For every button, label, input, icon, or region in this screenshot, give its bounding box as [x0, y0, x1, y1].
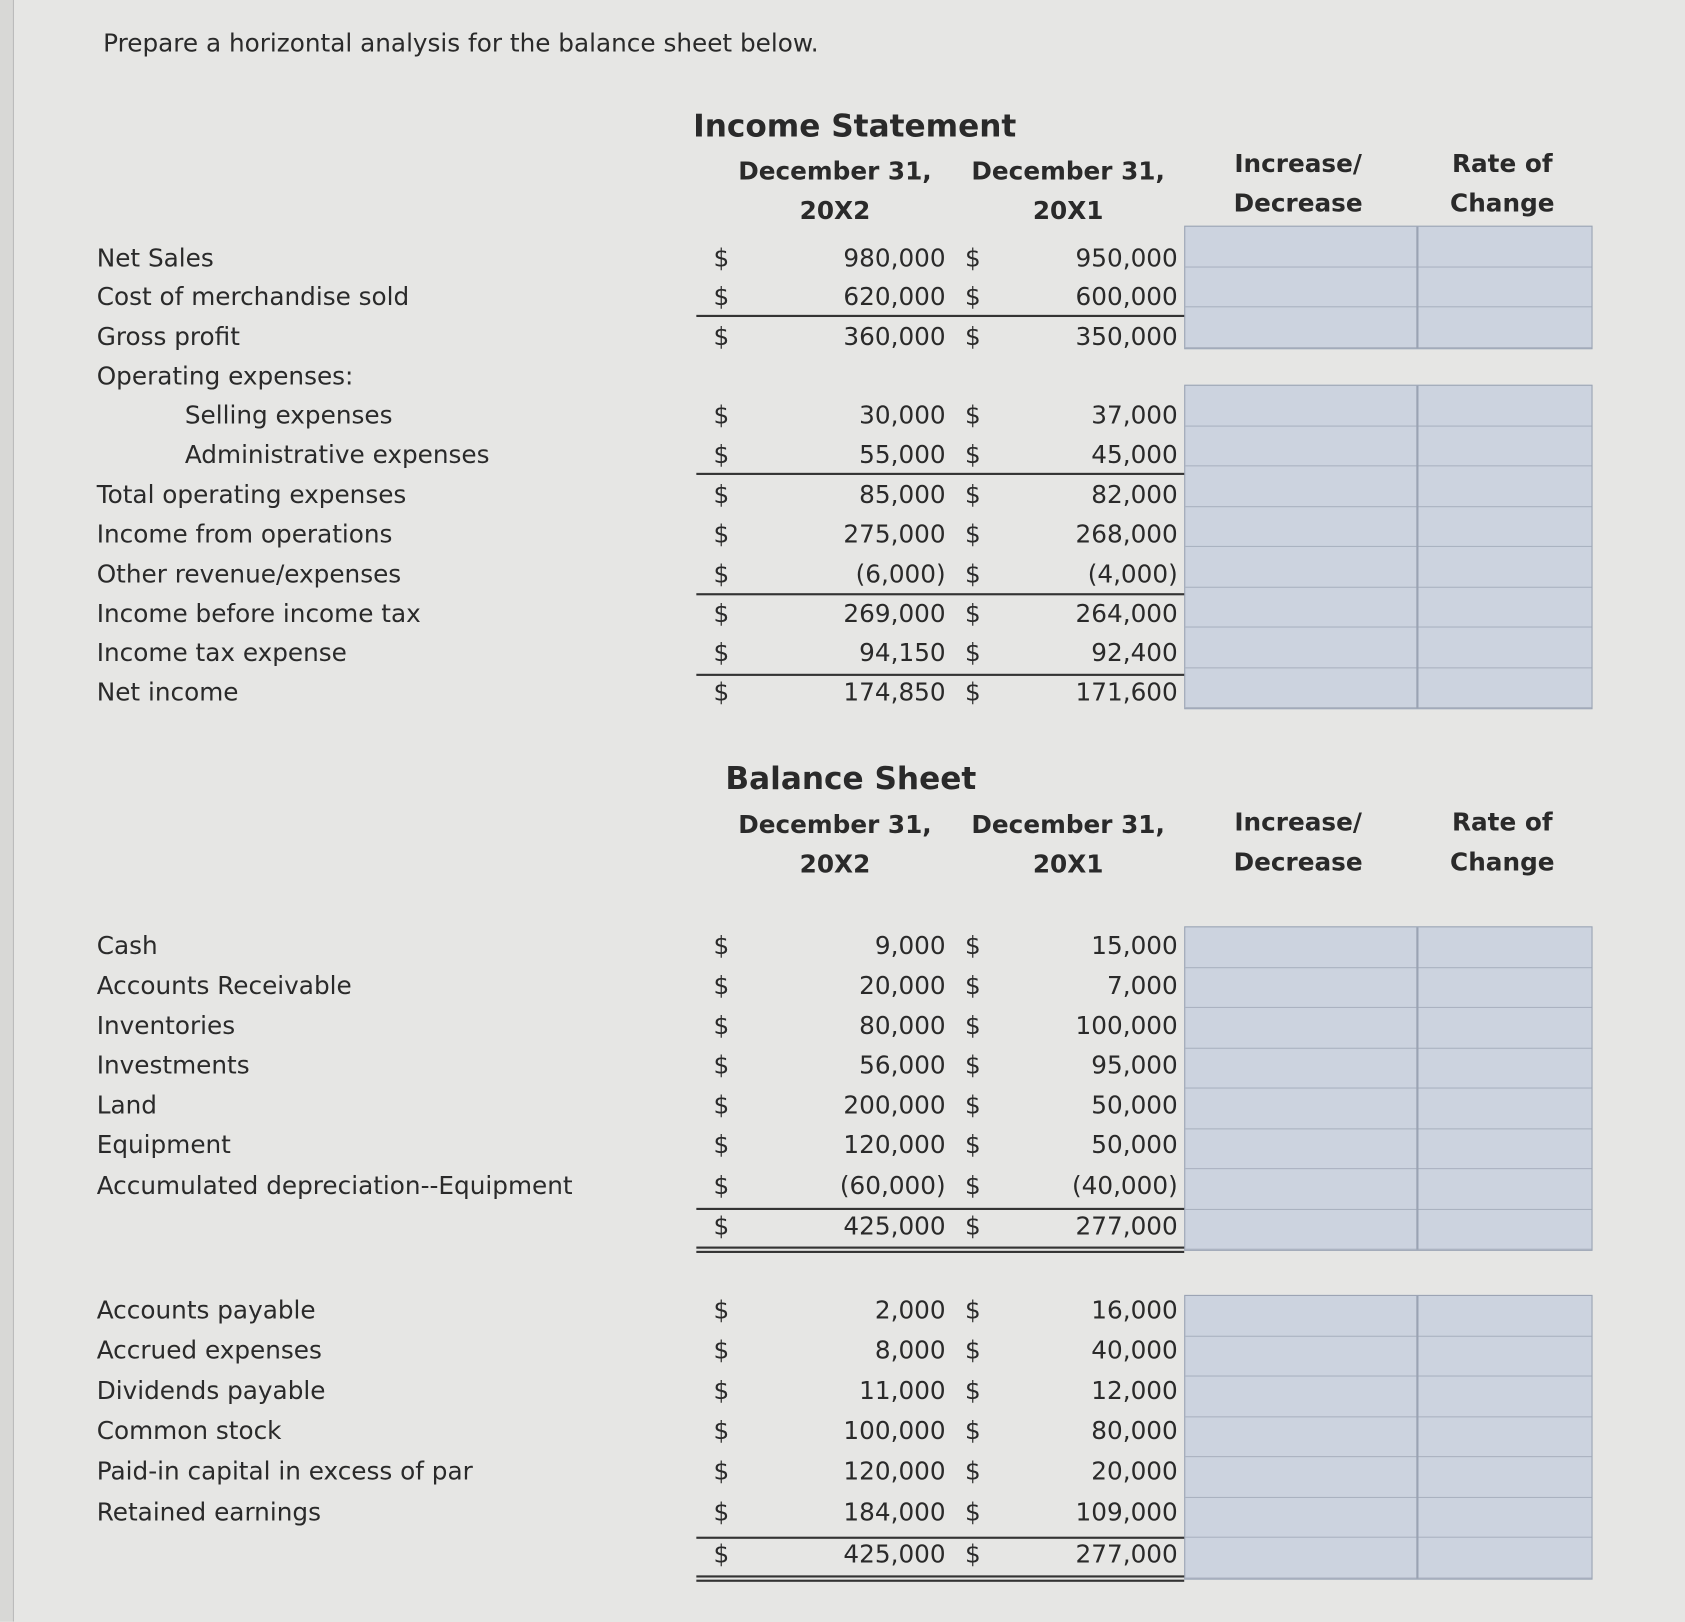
currency-symbol: $ [713, 1336, 730, 1365]
rate-of-change-cell[interactable] [1417, 1377, 1591, 1417]
rate-of-change-cell[interactable] [1417, 426, 1591, 466]
currency-symbol: $ [713, 245, 730, 273]
value-20x2: 425,000 [843, 1213, 946, 1242]
underline [696, 1208, 1184, 1210]
row-label: Equipment [96, 1131, 231, 1160]
rate-of-change-cell[interactable] [1417, 927, 1591, 967]
value-20x1: 277,000 [1075, 1213, 1178, 1242]
value-20x2: 269,000 [843, 600, 946, 629]
balance_sheet-header-col2: December 31, [971, 811, 1165, 840]
balance_sheet-header-col1: December 31, [738, 811, 932, 840]
currency-symbol: $ [964, 1499, 981, 1528]
row-label: Land [96, 1091, 157, 1120]
value-20x1: 50,000 [1091, 1131, 1178, 1160]
value-20x2: 94,150 [859, 639, 946, 668]
value-20x2: 980,000 [843, 245, 946, 273]
underline [696, 593, 1184, 595]
currency-symbol: $ [713, 1052, 730, 1080]
currency-symbol: $ [713, 481, 730, 510]
value-20x1: 600,000 [1075, 283, 1178, 312]
rate-of-change-cell[interactable] [1417, 1336, 1591, 1376]
row-label: Other revenue/expenses [96, 560, 402, 589]
value-20x2: 20,000 [859, 972, 946, 1001]
currency-symbol: $ [713, 1213, 730, 1242]
increase-decrease-cell[interactable] [1185, 1497, 1417, 1537]
value-20x2: 360,000 [843, 323, 946, 352]
row-label: Operating expenses: [96, 363, 354, 392]
currency-symbol: $ [964, 1540, 981, 1569]
currency-symbol: $ [964, 639, 981, 668]
currency-symbol: $ [964, 560, 981, 589]
value-20x2: 9,000 [874, 932, 946, 961]
balance_sheet-header-col4: Rate of [1451, 809, 1553, 838]
currency-symbol: $ [964, 245, 981, 273]
rate-of-change-cell[interactable] [1417, 1048, 1591, 1088]
value-20x2: 80,000 [859, 1012, 946, 1041]
increase-decrease-cell[interactable] [1185, 668, 1417, 708]
row-label: Common stock [96, 1417, 282, 1446]
currency-symbol: $ [964, 1458, 981, 1487]
currency-symbol: $ [713, 932, 730, 961]
currency-symbol: $ [964, 521, 981, 550]
rate-of-change-cell[interactable] [1417, 227, 1591, 267]
value-20x1: 92,400 [1091, 639, 1178, 668]
double-underline [696, 1247, 1184, 1253]
currency-symbol: $ [964, 1091, 981, 1120]
value-20x2: (6,000) [855, 560, 946, 589]
row-label: Administrative expenses [184, 441, 490, 470]
row-label: Gross profit [96, 323, 240, 352]
row-label: Paid-in capital in excess of par [96, 1458, 473, 1487]
value-20x1: 80,000 [1091, 1417, 1178, 1446]
currency-symbol: $ [713, 1297, 730, 1325]
currency-symbol: $ [713, 639, 730, 668]
currency-symbol: $ [964, 1417, 981, 1446]
value-20x1: (4,000) [1087, 560, 1178, 589]
value-20x1: 16,000 [1091, 1297, 1178, 1325]
value-20x1: 100,000 [1075, 1012, 1178, 1041]
value-20x2: 120,000 [843, 1131, 946, 1160]
currency-symbol: $ [964, 441, 981, 470]
currency-symbol: $ [713, 283, 730, 312]
row-label: Income tax expense [96, 639, 347, 668]
income_statement-title: Income Statement [693, 107, 1017, 144]
value-20x1: 40,000 [1091, 1336, 1178, 1365]
increase-decrease-cell[interactable] [1185, 1538, 1417, 1578]
row-label: Accumulated depreciation--Equipment [96, 1172, 573, 1201]
increase-decrease-cell[interactable] [1185, 1048, 1417, 1088]
balance_sheet-header-col1-line2: 20X2 [799, 851, 871, 880]
increase-decrease-cell[interactable] [1185, 386, 1417, 426]
row-label: Net income [96, 679, 239, 708]
value-20x1: 50,000 [1091, 1091, 1178, 1120]
balance_sheet-title: Balance Sheet [725, 759, 977, 797]
instruction-text: Prepare a horizontal analysis for the balance sheet below. [103, 30, 819, 59]
rate-of-change-cell[interactable] [1417, 628, 1591, 668]
rate-of-change-cell[interactable] [1417, 1417, 1591, 1457]
value-20x1: 109,000 [1075, 1499, 1178, 1528]
row-label: Cost of merchandise sold [96, 283, 410, 312]
currency-symbol: $ [713, 972, 730, 1001]
balance_sheet-header-col3-line2: Decrease [1233, 848, 1363, 877]
increase-decrease-cell[interactable] [1185, 1089, 1417, 1129]
rate-of-change-cell[interactable] [1417, 1497, 1591, 1537]
value-20x2: 120,000 [843, 1458, 946, 1487]
increase-decrease-cell[interactable] [1185, 1169, 1417, 1209]
increase-decrease-cell[interactable] [1185, 1457, 1417, 1497]
currency-symbol: $ [964, 1213, 981, 1242]
column-divider [1416, 927, 1418, 1249]
column-divider [1416, 227, 1418, 348]
currency-symbol: $ [713, 323, 730, 352]
increase-decrease-cell[interactable] [1185, 1209, 1417, 1249]
currency-symbol: $ [964, 932, 981, 961]
currency-symbol: $ [964, 1172, 981, 1201]
row-label: Accounts Receivable [96, 972, 352, 1001]
increase-decrease-cell[interactable] [1185, 1377, 1417, 1417]
increase-decrease-cell[interactable] [1185, 628, 1417, 668]
rate-of-change-cell[interactable] [1417, 1296, 1591, 1336]
value-20x1: 45,000 [1091, 441, 1178, 470]
currency-symbol: $ [713, 1377, 730, 1406]
column-divider [1416, 386, 1418, 708]
row-label: Income from operations [96, 521, 393, 550]
currency-symbol: $ [964, 1336, 981, 1365]
currency-symbol: $ [713, 1458, 730, 1487]
rate-of-change-cell[interactable] [1417, 547, 1591, 587]
value-20x1: 171,600 [1075, 679, 1178, 708]
currency-symbol: $ [713, 401, 730, 430]
increase-decrease-cell[interactable] [1185, 1296, 1417, 1336]
increase-decrease-cell[interactable] [1185, 1417, 1417, 1457]
value-20x2: 200,000 [843, 1091, 946, 1120]
value-20x1: 950,000 [1075, 245, 1178, 273]
income_statement-header-col2: December 31, [971, 157, 1165, 186]
currency-symbol: $ [713, 1540, 730, 1569]
value-20x1: 7,000 [1106, 972, 1178, 1001]
rate-of-change-cell[interactable] [1417, 1089, 1591, 1129]
row-label: Income before income tax [96, 600, 421, 629]
balance_sheet-header-col4-line2: Change [1450, 848, 1555, 877]
value-20x2: 425,000 [843, 1540, 946, 1569]
income_statement-header-col1-line2: 20X2 [799, 197, 871, 226]
increase-decrease-cell[interactable] [1185, 927, 1417, 967]
currency-symbol: $ [964, 323, 981, 352]
rate-of-change-cell[interactable] [1417, 1008, 1591, 1048]
rate-of-change-cell[interactable] [1417, 507, 1591, 547]
currency-symbol: $ [713, 441, 730, 470]
row-label: Retained earnings [96, 1499, 321, 1528]
value-20x2: 56,000 [859, 1052, 946, 1080]
row-label: Accounts payable [96, 1297, 316, 1325]
currency-symbol: $ [713, 1012, 730, 1041]
increase-decrease-cell[interactable] [1185, 426, 1417, 466]
value-20x2: 85,000 [859, 481, 946, 510]
answer-box [1184, 1295, 1592, 1579]
value-20x2: 620,000 [843, 283, 946, 312]
rate-of-change-cell[interactable] [1417, 1538, 1591, 1578]
currency-symbol: $ [713, 1417, 730, 1446]
value-20x1: 82,000 [1091, 481, 1178, 510]
increase-decrease-cell[interactable] [1185, 466, 1417, 506]
increase-decrease-cell[interactable] [1185, 968, 1417, 1008]
value-20x1: 268,000 [1075, 521, 1178, 550]
currency-symbol: $ [713, 521, 730, 550]
increase-decrease-cell[interactable] [1185, 1336, 1417, 1376]
currency-symbol: $ [964, 679, 981, 708]
income_statement-header-col1: December 31, [738, 157, 932, 186]
value-20x2: 30,000 [859, 401, 946, 430]
currency-symbol: $ [964, 972, 981, 1001]
income_statement-header-col4: Rate of [1451, 150, 1553, 179]
balance_sheet-header-col3: Increase/ [1234, 809, 1362, 838]
answer-box [1184, 226, 1592, 349]
increase-decrease-cell[interactable] [1185, 307, 1417, 347]
value-20x2: 8,000 [874, 1336, 946, 1365]
currency-symbol: $ [964, 481, 981, 510]
increase-decrease-cell[interactable] [1185, 507, 1417, 547]
currency-symbol: $ [713, 1499, 730, 1528]
currency-symbol: $ [964, 283, 981, 312]
row-label: Selling expenses [184, 401, 393, 430]
value-20x1: 95,000 [1091, 1052, 1178, 1080]
currency-symbol: $ [713, 1131, 730, 1160]
rate-of-change-cell[interactable] [1417, 968, 1591, 1008]
income_statement-header-col3-line2: Decrease [1233, 190, 1363, 219]
currency-symbol: $ [713, 679, 730, 708]
increase-decrease-cell[interactable] [1185, 1129, 1417, 1169]
value-20x2: 2,000 [874, 1297, 946, 1325]
income_statement-header-col3: Increase/ [1234, 150, 1362, 179]
value-20x1: 277,000 [1075, 1540, 1178, 1569]
value-20x2: 174,850 [843, 679, 946, 708]
underline [696, 1537, 1184, 1539]
row-label: Total operating expenses [96, 481, 407, 510]
row-label: Accrued expenses [96, 1336, 322, 1365]
currency-symbol: $ [964, 1297, 981, 1325]
column-divider [1416, 1296, 1418, 1578]
increase-decrease-cell[interactable] [1185, 587, 1417, 627]
income_statement-header-col2-line2: 20X1 [1032, 197, 1104, 226]
row-label: Net Sales [96, 245, 214, 273]
currency-symbol: $ [964, 1377, 981, 1406]
value-20x2: 184,000 [843, 1499, 946, 1528]
currency-symbol: $ [713, 1172, 730, 1201]
currency-symbol: $ [713, 1091, 730, 1120]
currency-symbol: $ [964, 1131, 981, 1160]
currency-symbol: $ [713, 600, 730, 629]
rate-of-change-cell[interactable] [1417, 587, 1591, 627]
double-underline [696, 1575, 1184, 1581]
underline [696, 674, 1184, 676]
value-20x2: 55,000 [859, 441, 946, 470]
answer-box [1184, 385, 1592, 710]
value-20x2: 11,000 [859, 1377, 946, 1406]
currency-symbol: $ [964, 1012, 981, 1041]
increase-decrease-cell[interactable] [1185, 1008, 1417, 1048]
value-20x1: 12,000 [1091, 1377, 1178, 1406]
value-20x1: 37,000 [1091, 401, 1178, 430]
increase-decrease-cell[interactable] [1185, 547, 1417, 587]
income_statement-header-col4-line2: Change [1450, 190, 1555, 219]
value-20x1: 350,000 [1075, 323, 1178, 352]
balance_sheet-header-col2-line2: 20X1 [1032, 851, 1104, 880]
rate-of-change-cell[interactable] [1417, 386, 1591, 426]
currency-symbol: $ [713, 560, 730, 589]
currency-symbol: $ [964, 600, 981, 629]
rate-of-change-cell[interactable] [1417, 1457, 1591, 1497]
row-label: Cash [96, 932, 158, 961]
currency-symbol: $ [964, 1052, 981, 1080]
value-20x1: 20,000 [1091, 1458, 1178, 1487]
value-20x2: 100,000 [843, 1417, 946, 1446]
rate-of-change-cell[interactable] [1417, 1129, 1591, 1169]
row-label: Investments [96, 1052, 250, 1080]
row-label: Inventories [96, 1012, 236, 1041]
rate-of-change-cell[interactable] [1417, 466, 1591, 506]
increase-decrease-cell[interactable] [1185, 227, 1417, 267]
rate-of-change-cell[interactable] [1417, 1209, 1591, 1249]
answer-box [1184, 926, 1592, 1251]
currency-symbol: $ [964, 401, 981, 430]
underline [696, 473, 1184, 475]
row-header-strip [0, 0, 14, 1622]
row-label: Dividends payable [96, 1377, 326, 1406]
rate-of-change-cell[interactable] [1417, 307, 1591, 347]
underline [696, 315, 1184, 317]
value-20x1: (40,000) [1071, 1172, 1178, 1201]
rate-of-change-cell[interactable] [1417, 267, 1591, 307]
value-20x1: 15,000 [1091, 932, 1178, 961]
value-20x2: 275,000 [843, 521, 946, 550]
rate-of-change-cell[interactable] [1417, 1169, 1591, 1209]
increase-decrease-cell[interactable] [1185, 267, 1417, 307]
value-20x2: (60,000) [839, 1172, 946, 1201]
rate-of-change-cell[interactable] [1417, 668, 1591, 708]
value-20x1: 264,000 [1075, 600, 1178, 629]
